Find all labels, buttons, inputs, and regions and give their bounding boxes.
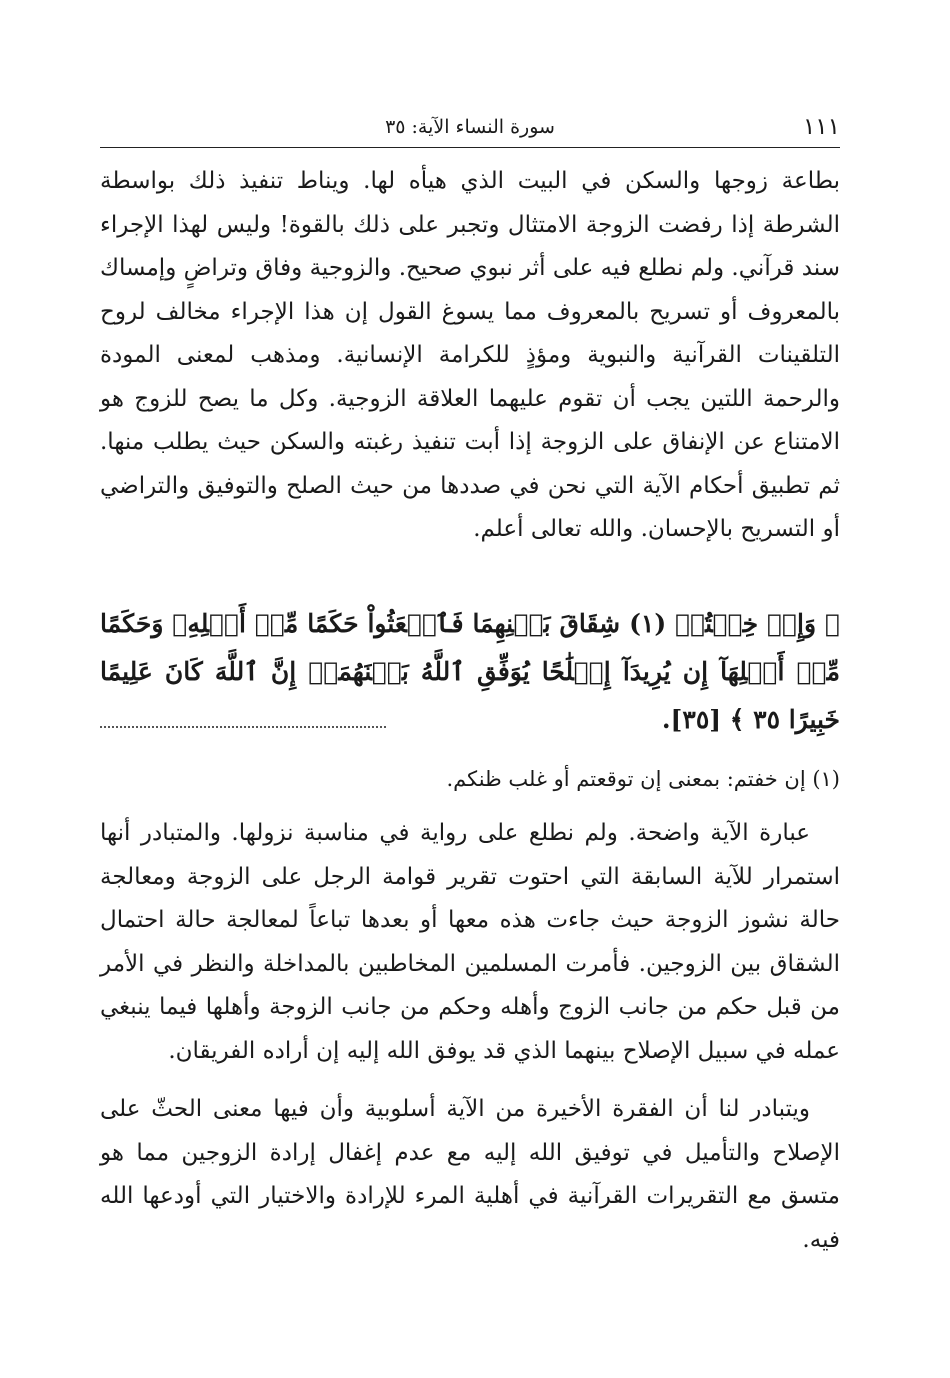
running-title: سورة النساء الآية: ٣٥	[385, 116, 555, 138]
footnote: (١) إن خفتم: بمعنى إن توقعتم أو غلب ظنكم.	[446, 767, 840, 791]
paragraph-3: ويتبادر لنا أن الفقرة الأخيرة من الآية أسلوبية وأن فيها معنى الحثّ على الإصلاح والتأميل في توفيق الله إليه مع عدم إغفال إرادة الزوجين مما هو متسق مع التقريرات القرآنية في أهلية المرء للإرادة والاختيار التي أودعها الله فيه.	[100, 1096, 840, 1253]
page-header	[100, 108, 840, 148]
page-number: ١١١	[802, 114, 840, 140]
paragraph-2: عبارة الآية واضحة. ولم نطلع على رواية في مناسبة نزولها. والمتبادر أنها استمرار للآية السابقة التي احتوت تقرير قوامة الرجل على الزوجة ومعالجة حالة نشوز الزوجة حيث جاءت هذه معها أو بعدها تباعاً لمعالجة حالة احتمال الشقاق بين الزوجين. فأمرت المسلمين المخاطبين بالمداخلة والنظر في الأمر من قبل حكم من جانب الزوج وأهله وحكم من جانب الزوجة وأهلها فيما ينبغي عمله في سبيل الإصلاح بينهما الذي قد يوفق الله إليه إن أراده الفريقان.	[100, 820, 841, 1064]
header-rule	[100, 147, 840, 148]
quran-verse: ﴿ وَإِنۡ خِفۡتُمۡ (١) شِقَاقَ بَيۡنِهِمَا فَٱبۡعَثُواْ حَكَمًا مِّنۡ أَهۡلِهِۦ وَحَكَمًا مِّنۡ أَهۡلِهَآ إِن يُرِيدَآ إِصۡلَٰحًا يُوَفِّقِ ٱللَّهُ بَيۡنَهُمَآۗ إِنَّ ٱللَّهَ كَانَ عَلِيمًا خَبِيرًا ٣٥ ﴾ [٣٥].	[100, 609, 841, 734]
footnote-separator	[100, 726, 386, 728]
paragraph-1: بطاعة زوجها والسكن في البيت الذي هيأه لها. ويناط تنفيذ ذلك بواسطة الشرطة إذا رفضت الزوجة الامتثال وتجبر على ذلك بالقوة! وليس لهذا الإجراء سند قرآني. ولم نطلع فيه على أثر نبوي صحيح. والزوجية وفاق وتراضٍ وإمساك بالمعروف أو تسريح بالمعروف مما يسوغ القول إن هذا الإجراء مخالف لروح التلقينات القرآنية والنبوية ومؤذٍ للكرامة الإنسانية. ومذهب لمعنى المودة والرحمة اللتين يجب أن تقوم عليهما العلاقة الزوجية. وكل ما يصح للزوج هو الامتناع عن الإنفاق على الزوجة إذا أبت تنفيذ رغبته والسكن حيث يطلب منها. ثم تطبيق أحكام الآية التي نحن في صددها من حيث الصلح والتوفيق والتراضي أو التسريح بالإحسان. والله تعالى أعلم.	[100, 168, 840, 542]
